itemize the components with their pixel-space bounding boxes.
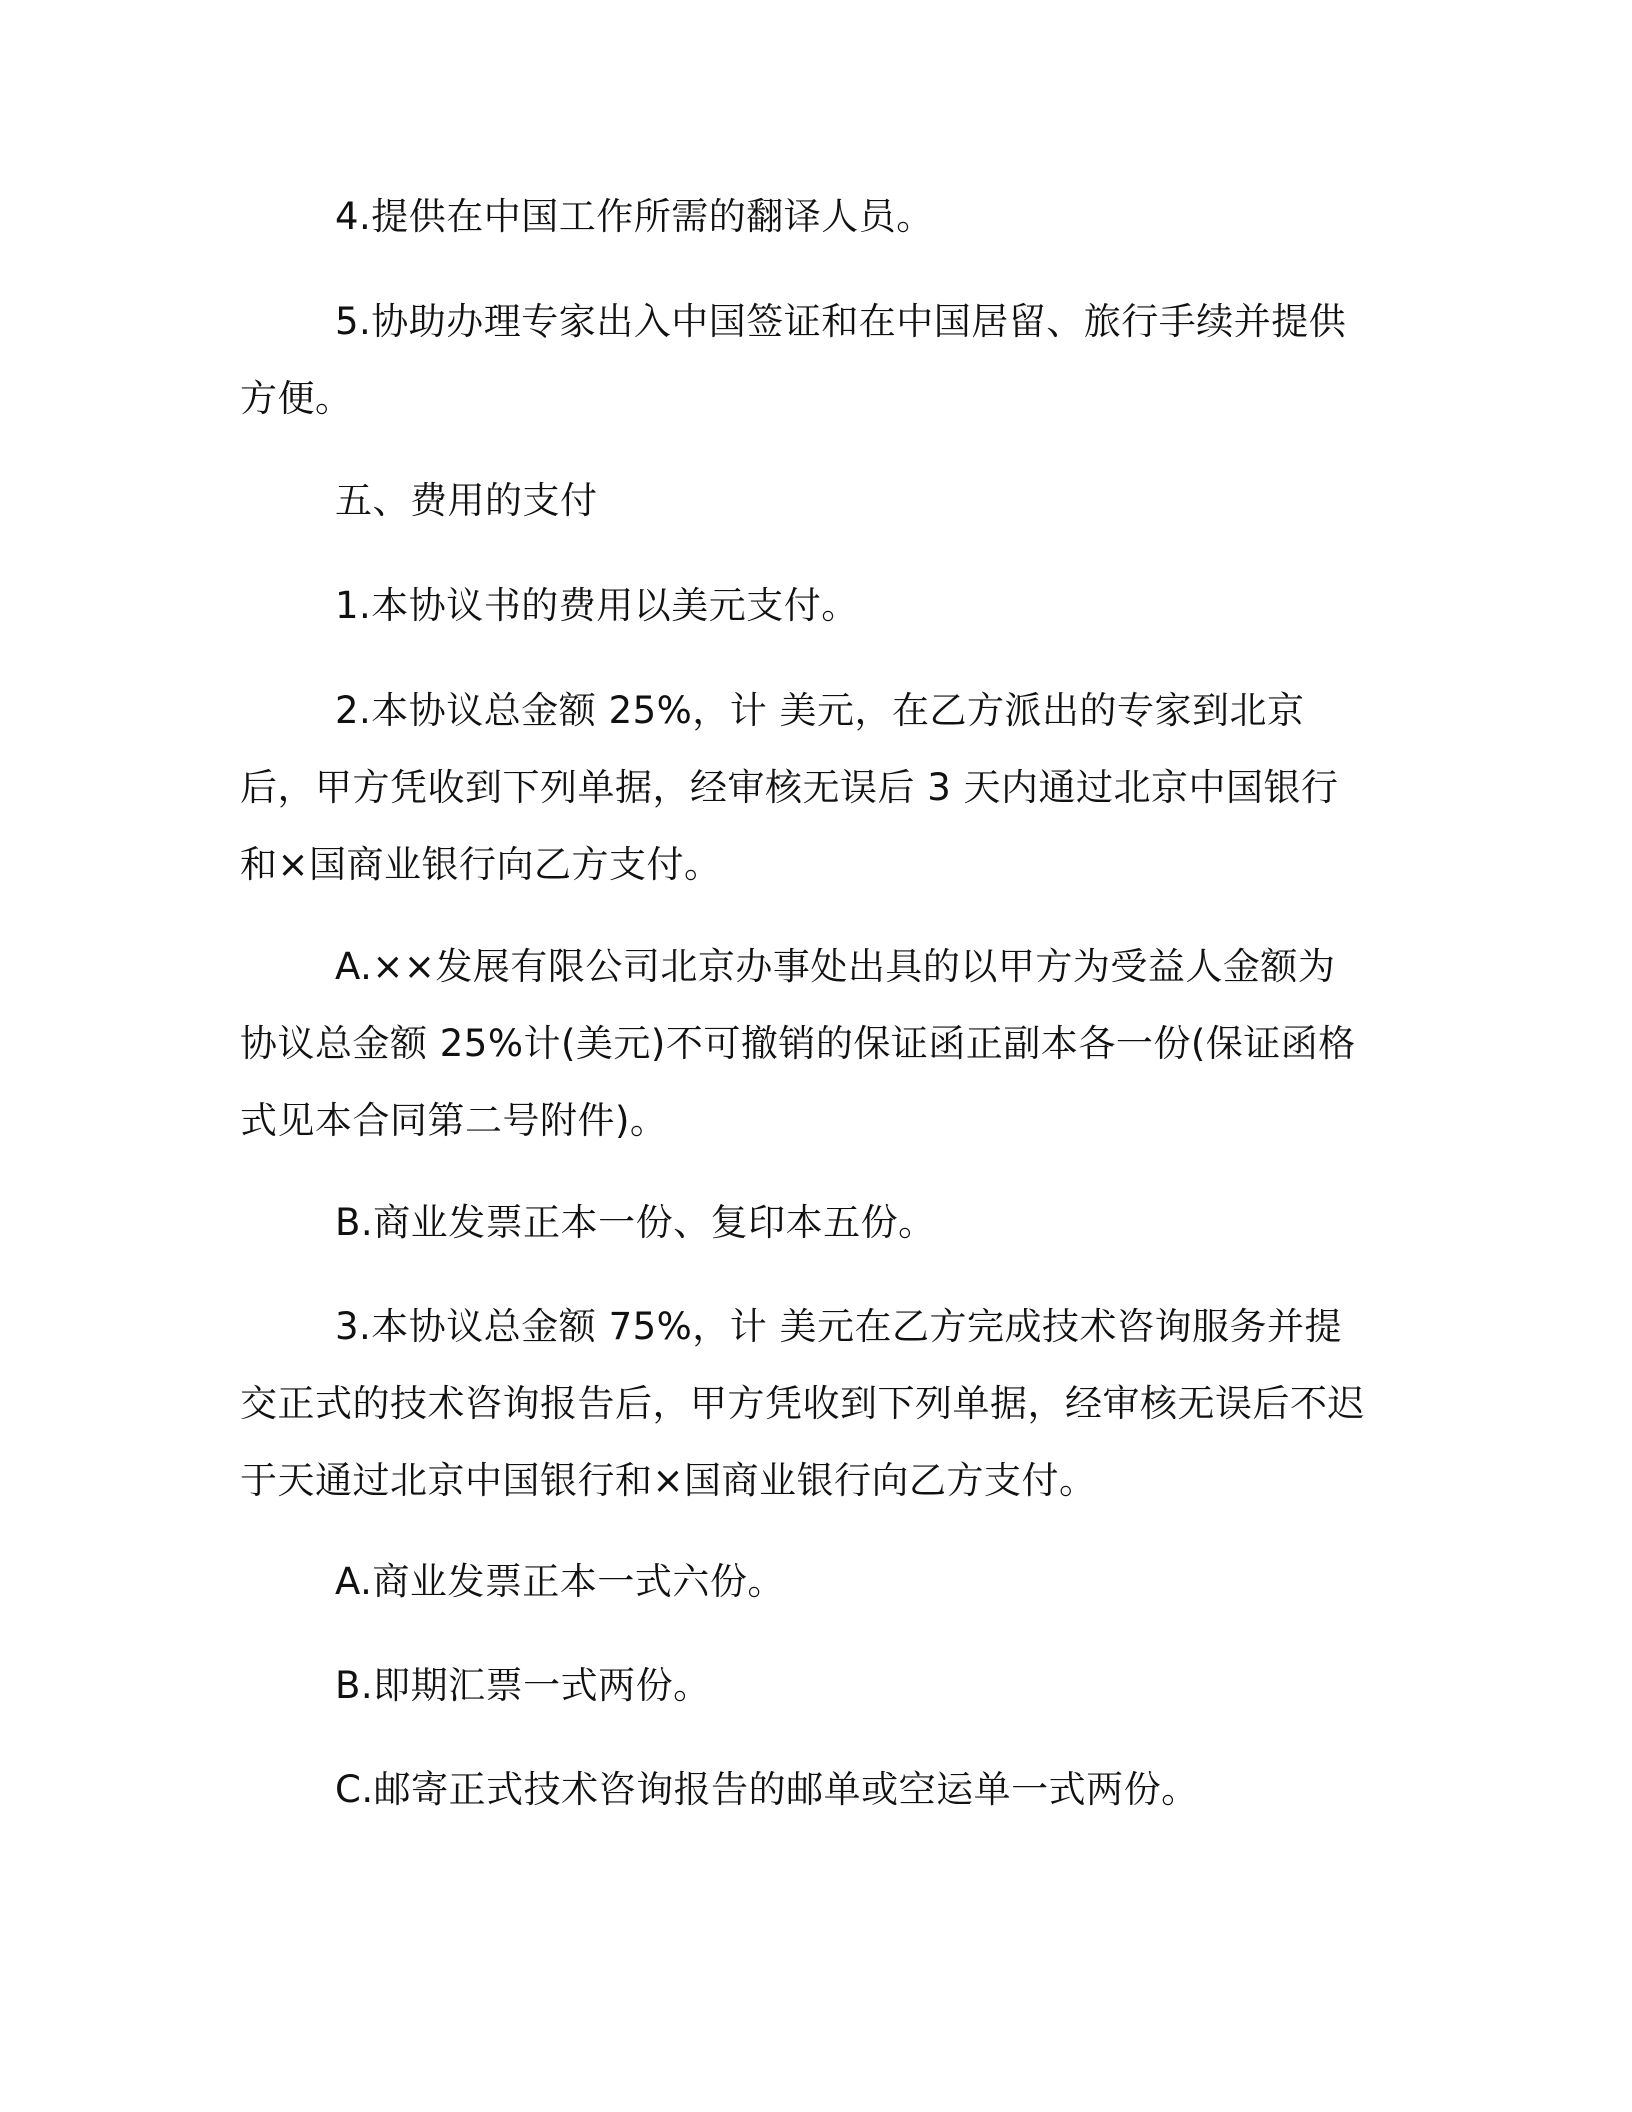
paragraph-payment-3b-draft: B.即期汇票一式两份。 <box>335 1664 711 1707</box>
paragraph-payment-3c-waybill: C.邮寄正式技术咨询报告的邮单或空运单一式两份。 <box>335 1768 1199 1811</box>
paragraph-item-5-visa-assistance: 5.协助办理专家出入中国签证和在中国居留、旅行手续并提供方便。 <box>240 300 1347 420</box>
paragraph-payment-3a-invoice: A.商业发票正本一式六份。 <box>335 1560 785 1603</box>
section-heading-payment: 五、费用的支付 <box>335 479 598 522</box>
paragraph-payment-2a-guarantee: A.××发展有限公司北京办事处出具的以甲方为受益人金额为协议总金额 25%计(美元)不可撤销的保证函正副本各一份(保证函格式见本合同第二号附件)。 <box>240 945 1356 1142</box>
paragraph-payment-2b-invoice: B.商业发票正本一份、复印本五份。 <box>335 1201 936 1244</box>
paragraph-item-4-translators: 4.提供在中国工作所需的翻译人员。 <box>335 195 934 238</box>
paragraph-payment-1-currency: 1.本协议书的费用以美元支付。 <box>335 584 859 627</box>
paragraph-payment-2-first-installment: 2.本协议总金额 25%，计 美元，在乙方派出的专家到北京后，甲方凭收到下列单据，经审核无误后 3 天内通过北京中国银行和×国商业银行向乙方支付。 <box>240 689 1339 886</box>
paragraph-payment-3-second-installment: 3.本协议总金额 75%，计 美元在乙方完成技术咨询服务并提交正式的技术咨询报告后，甲方凭收到下列单据，经审核无误后不迟于天通过北京中国银行和×国商业银行向乙方支付。 <box>240 1305 1365 1502</box>
